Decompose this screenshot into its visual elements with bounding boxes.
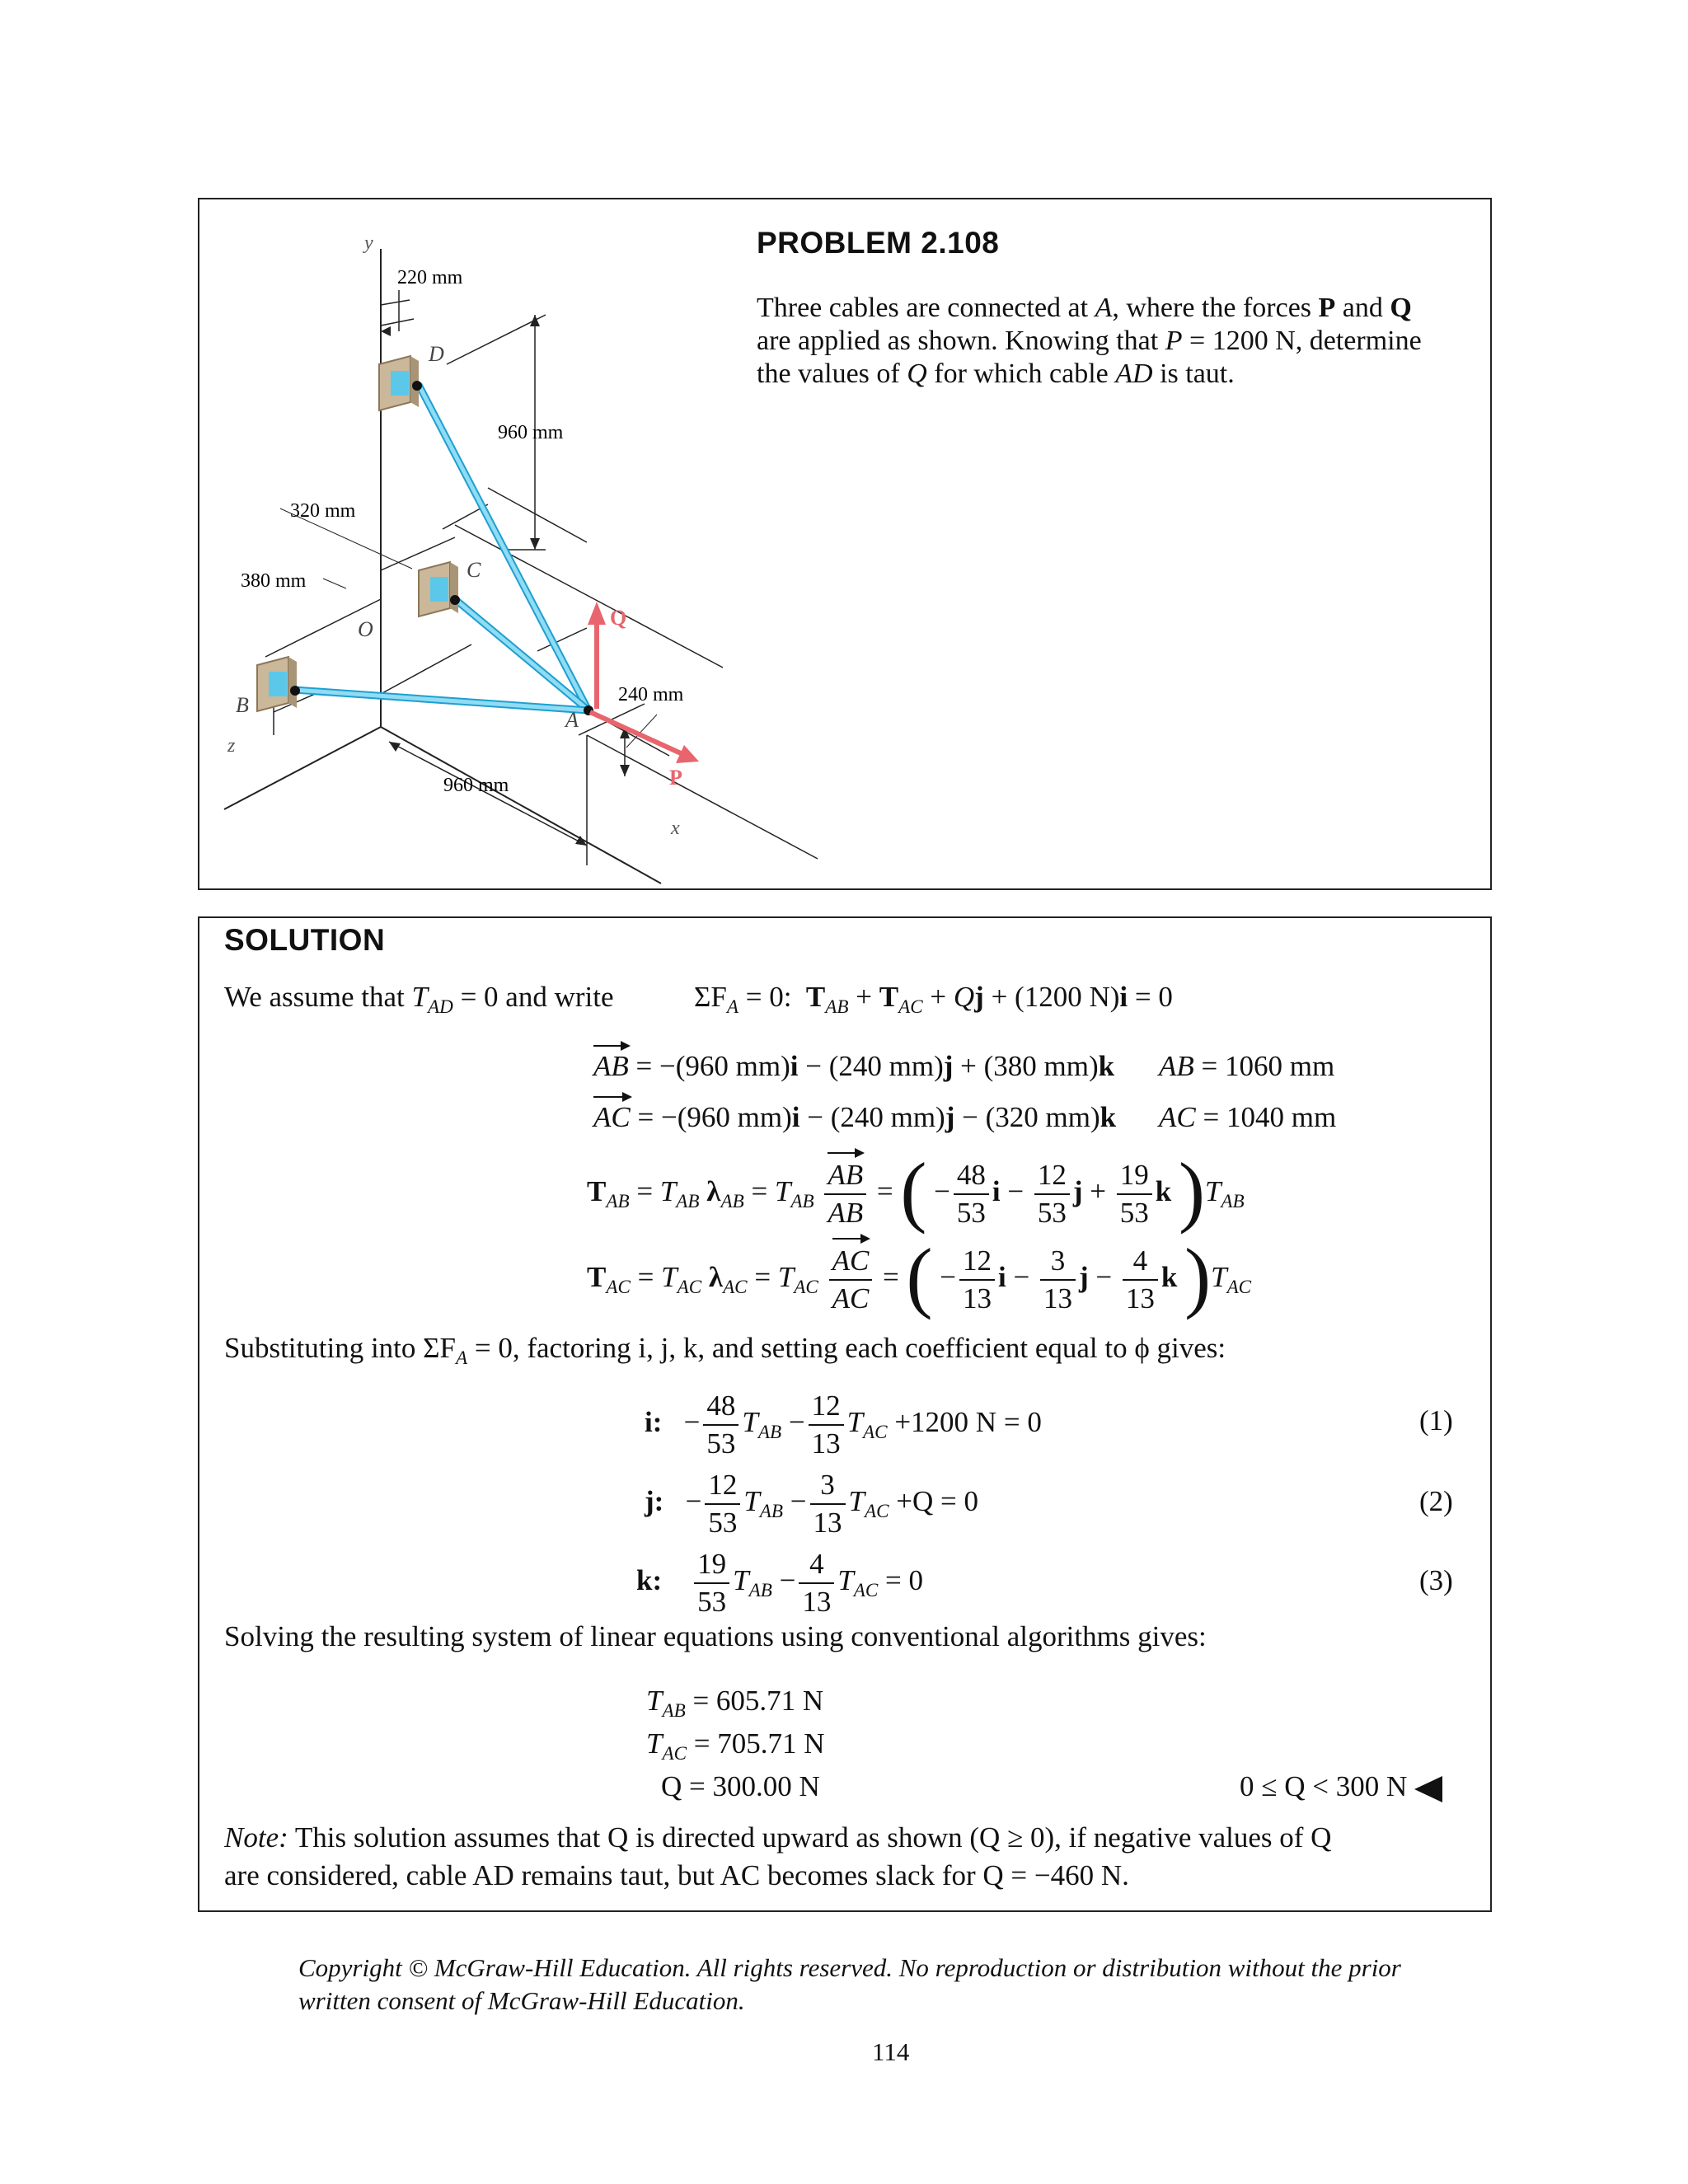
dim-320mm: 320 mm: [290, 500, 356, 522]
equation-j: j: − $\frac{12}{53}$ $T_{AB}$ − $\frac{3}{13}$ $T_{AC} +Q = 0$: [645, 1469, 978, 1539]
label-b: B: [236, 693, 249, 717]
ac-horizontal-line: [455, 525, 723, 668]
ab-length: AB = 1060 mm: [1159, 1050, 1335, 1082]
equation-number-2: (2): [1419, 1485, 1453, 1517]
dim-960mm-vertical: 960 mm: [498, 422, 564, 443]
dim-220mm: 220 mm: [397, 267, 463, 288]
solution-box: [198, 916, 1492, 1912]
label-x: x: [671, 818, 680, 839]
label-y: y: [364, 232, 373, 254]
ac-guide-line: [488, 488, 587, 542]
note-line-2: are considered, cable AD remains taut, but AC becomes slack for Q = −460 N.: [224, 1859, 1129, 1891]
force-p-arrow: [590, 712, 681, 753]
problem-statement-line-1: Three cables are connected at A, where the forces P and Q: [757, 293, 1412, 323]
page-number: 114: [872, 2037, 910, 2066]
a-x-line: [587, 735, 818, 859]
solution-title: SOLUTION: [224, 923, 386, 957]
dim-960mm-x: 960 mm: [443, 775, 509, 796]
result-tab: $T_{AB} = 605.71$ N: [646, 1685, 824, 1722]
support-b: [257, 657, 300, 711]
equation-number-1: (1): [1419, 1404, 1453, 1436]
o-z-line: [381, 644, 471, 694]
result-q: Q = 300.00 N: [661, 1770, 820, 1802]
label-q: Q: [610, 606, 627, 630]
dim-240mm: 240 mm: [618, 684, 684, 705]
substituting-text: Substituting into $\Sigma F_A = 0$, factoring i, j, k, and setting each coefficient equal to ϕ gives:: [224, 1332, 1226, 1369]
equation-i: i: − $\frac{48}{53}$ $T_{AB}$ − $\frac{12}{13}$ $T_{AC} +1200$ N = 0: [645, 1390, 1042, 1460]
solving-text: Solving the resulting system of linear equations using conventional algorithms gives:: [224, 1620, 1207, 1652]
z-axis: [224, 727, 381, 809]
tac-vector-equation: $T_{AC} = T_{AC}$ $\lambda_{AC} = T_{AC}$ $\frac{AC}{AC}$ = ( − $\frac{12}{13}$ i − $\frac{3}{13}$ j − $\frac{4}{13}$ k )$T_{AC}$: [587, 1232, 1252, 1320]
cable-ac: [455, 599, 588, 710]
equation-number-3: (3): [1419, 1564, 1453, 1596]
problem-statement-line-3: the values of Q for which cable AD is taut.: [757, 359, 1235, 389]
problem-title: PROBLEM 2.108: [757, 226, 1000, 260]
support-c: [419, 562, 460, 616]
x-axis: [381, 727, 661, 883]
tab-vector-equation: $T_{AB} = T_{AB}$ $\lambda_{AB} = T_{AB}$ $\frac{AB}{AB}$ = ( − $\frac{48}{53}$ i − $\frac{12}{53}$ j + $\frac{19}{53}$ k )$T_{AB}$: [587, 1146, 1245, 1235]
result-tac: $T_{AC} = 705.71$ N: [646, 1727, 825, 1765]
label-z: z: [227, 735, 236, 757]
final-answer: 0 ≤ Q < 300 N: [1240, 1770, 1442, 1803]
label-c: C: [467, 558, 481, 582]
label-o: O: [358, 617, 373, 641]
support-d: [379, 356, 422, 410]
equation-k: k: $\frac{19}{53}$ $T_{AB}$ − $\frac{4}{13}$ $T_{AC} = 0$: [636, 1548, 924, 1618]
ab-vector-line: AB = −(960 mm)i − (240 mm)j + (380 mm)k: [593, 1050, 1115, 1082]
label-d: D: [429, 342, 444, 366]
copyright-line-2: written consent of McGraw-Hill Education.: [298, 1986, 745, 2015]
problem-statement-line-2: are applied as shown. Knowing that P = 1200 N, determine: [757, 326, 1422, 356]
answer-marker-icon: [1414, 1776, 1442, 1802]
label-p: P: [669, 766, 682, 790]
cable-ab: [294, 690, 588, 710]
dim-380mm: 380 mm: [241, 570, 307, 592]
copyright-line-1: Copyright © McGraw-Hill Education. All rights reserved. No reproduction or distribution without the prior: [298, 1953, 1401, 1982]
ac-length: AC = 1040 mm: [1159, 1101, 1337, 1133]
note-line-1: Note: This solution assumes that Q is directed upward as shown (Q ≥ 0), if negative values of Q: [224, 1821, 1332, 1854]
problem-box: [198, 198, 1492, 890]
ac-vector-line: AC = −(960 mm)i − (240 mm)j − (320 mm)k: [593, 1101, 1117, 1133]
solution-intro: We assume that $T_{AD} = 0$ and write: [224, 981, 614, 1018]
label-a: A: [565, 708, 579, 732]
sum-forces-equation: $\Sigma F_A = 0$: $T_{AB} + T_{AC} + Qj + (1200$ N)i = 0: [694, 981, 1173, 1018]
